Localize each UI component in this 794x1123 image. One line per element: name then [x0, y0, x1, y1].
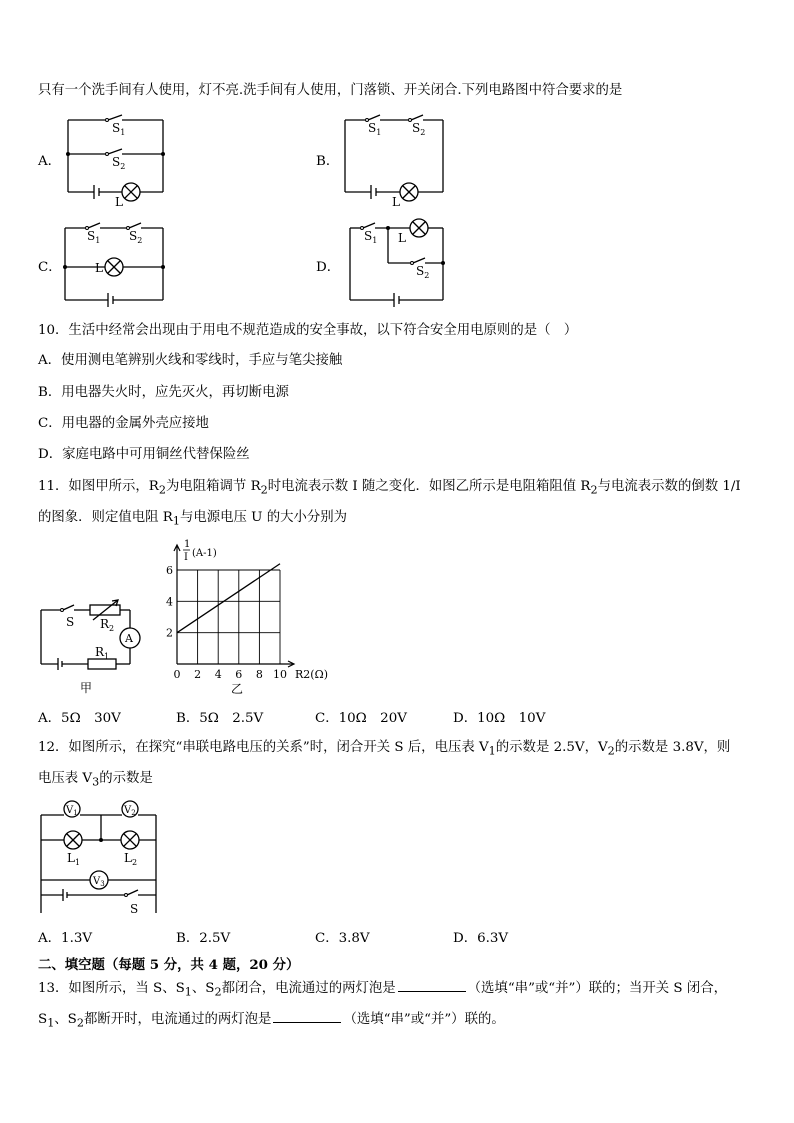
lamp-l2-label: $L_2$: [124, 851, 138, 867]
q10-option-b: B．用电器失火时，应先灭火，再切断电源: [38, 385, 289, 400]
q9-option-c: C．: [38, 260, 62, 275]
switch-s-label: S: [66, 615, 75, 629]
switch-s-label: S: [130, 902, 139, 916]
s2-label: $S_2$: [129, 229, 143, 245]
x-tick-label: 10: [273, 668, 287, 681]
figure-yi-label: 乙: [230, 682, 244, 696]
q9-stem: 只有一个洗手间有人使用，灯不亮.洗手间有人使用，门落锁、开关闭合.下列电路图中符合要求的是: [38, 83, 623, 98]
x-tick-label: 4: [214, 668, 222, 681]
circuit-diagram-q12: [38, 795, 163, 920]
q11-option-a: A．5Ω 30V: [38, 711, 121, 726]
q11-stem-line1: 11．如图甲所示，$R_2$为电阻箱调节 $R_2$时电流表示数 I 随之变化．如图乙所示是电阻箱阻值 $R_2$与电流表示数的倒数 1/I: [38, 479, 741, 497]
q9-option-b: B．: [316, 154, 340, 169]
section-title-fill-in: 二、填空题（每题 5 分，共 4 题，20 分）: [38, 957, 300, 973]
voltmeter-v2-label: $V_2$: [124, 805, 136, 817]
ammeter-label: A: [125, 632, 133, 645]
s1-label: $S_1$: [368, 121, 382, 137]
q12-option-c: C．3.8V: [315, 931, 370, 946]
s1-label: $S_1$: [364, 229, 378, 245]
q11-option-b: B．5Ω 2.5V: [176, 711, 264, 726]
q10-stem: 10．生活中经常会出现由于用电不规范造成的安全事故，以下符合安全用电原则的是（ ）: [38, 323, 578, 338]
y-axis-label-denominator: I: [184, 552, 188, 563]
circuit-diagram-c: [60, 220, 175, 310]
answer-blank-1[interactable]: [398, 978, 466, 992]
q12-option-d: D．6.3V: [453, 931, 509, 946]
q11-option-c: C．10Ω 20V: [315, 711, 407, 726]
r1-label: $R_1$: [95, 645, 110, 661]
q12-option-b: B．2.5V: [176, 931, 231, 946]
s2-label: $S_2$: [416, 264, 430, 280]
voltmeter-v3-label: $V_3$: [93, 876, 105, 888]
y-axis-label: 1: [184, 539, 191, 550]
s2-label: $S_2$: [112, 155, 126, 171]
q11-option-d: D．10Ω 10V: [453, 711, 546, 726]
q12-stem-line1: 12．如图所示，在探究“串联电路电压的关系”时，闭合开关 S 后，电压表 $V_1$的示数是 2.5V，$V_2$的示数是 3.8V，则: [38, 740, 731, 758]
s1-label: $S_1$: [87, 229, 101, 245]
lamp-label: L: [392, 195, 400, 209]
figure-jia-label: 甲: [80, 681, 93, 695]
q13-line2: $S_1$、$S_2$都断开时，电流通过的两灯泡是 （选填“串”或“并”）联的。: [38, 1009, 505, 1033]
lamp-label: L: [95, 261, 103, 275]
q9-option-a: A．: [38, 154, 62, 169]
y-tick-label: 2: [166, 626, 173, 640]
q12-stem-line2: 电压表 $V_3$的示数是: [38, 771, 153, 789]
y-tick-label: 4: [166, 595, 173, 609]
q13-line1: 13．如图所示，当 S、$S_1$、$S_2$都闭合，电流通过的两灯泡是 （选填“串”或“并”）联的；当开关 S 闭合，: [38, 978, 727, 1002]
circuit-diagram-a: [60, 112, 175, 209]
y-tick-label: 6: [166, 564, 173, 577]
series-line: [177, 564, 280, 633]
y-axis-unit: (A-1): [192, 548, 217, 559]
q10-option-a: A．使用测电笔辨别火线和零线时，手应与笔尖接触: [38, 353, 343, 368]
circuit-diagram-d: [340, 220, 455, 310]
r2-label: $R_2$: [100, 617, 115, 633]
x-tick-label: 0: [173, 668, 181, 681]
x-axis-label: R2(Ω): [295, 668, 328, 681]
lamp-l1-label: $L_1$: [67, 851, 81, 867]
lamp-label: L: [115, 195, 123, 209]
q11-stem-line2: 的图象．则定值电阻 $R_1$与电源电压 U 的大小分别为: [38, 510, 348, 528]
q9-option-d: D．: [316, 260, 341, 275]
graph-yi: [165, 538, 345, 698]
q10-option-d: D．家庭电路中可用铜丝代替保险丝: [38, 447, 250, 462]
circuit-diagram-jia: [38, 600, 153, 700]
x-tick-label: 2: [194, 668, 202, 681]
voltmeter-v1-label: $V_1$: [66, 805, 78, 817]
circuit-diagram-b: [340, 112, 455, 209]
q10-option-c: C．用电器的金属外壳应接地: [38, 416, 209, 431]
lamp-label: L: [398, 231, 406, 245]
x-tick-label: 6: [235, 668, 243, 681]
s2-label: $S_2$: [412, 121, 426, 137]
s1-label: $S_1$: [112, 121, 126, 137]
answer-blank-2[interactable]: [273, 1009, 341, 1023]
q12-option-a: A．1.3V: [38, 931, 93, 946]
x-tick-label: 8: [255, 668, 263, 681]
